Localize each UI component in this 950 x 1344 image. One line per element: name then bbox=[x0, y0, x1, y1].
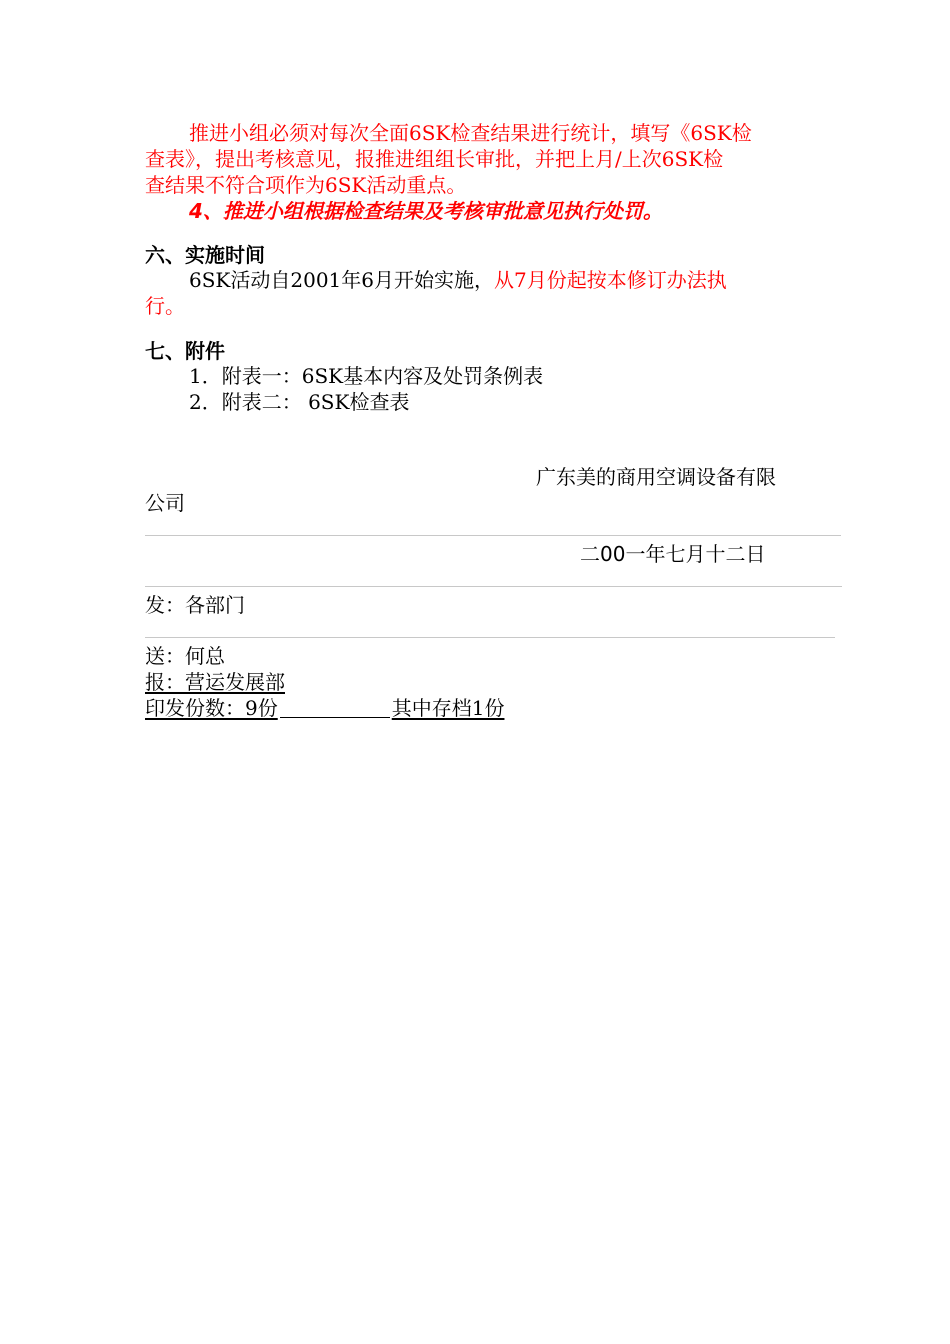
paragraph-line-3: 查结果不符合项作为6SK活动重点。 bbox=[145, 173, 467, 197]
section-6-line-2: 行。 bbox=[145, 294, 185, 318]
archive-count: 其中存档1份 bbox=[391, 696, 505, 720]
report-to: 报：营运发展部 bbox=[145, 670, 285, 694]
underline-gap bbox=[280, 717, 390, 718]
company-name-line-1: 广东美的商用空调设备有限 bbox=[536, 465, 776, 489]
divider-3 bbox=[145, 637, 835, 638]
attachment-1: 1．附表一：6SK基本内容及处罚条例表 bbox=[189, 364, 544, 388]
section-6-line-1 bbox=[189, 264, 727, 293]
divider-2 bbox=[145, 586, 842, 587]
paragraph-line-1: 推进小组必须对每次全面6SK检查结果进行统计，填写《6SK检 bbox=[189, 121, 752, 145]
section-7-heading: 七、附件 bbox=[145, 339, 225, 363]
send-to: 发：各部门 bbox=[145, 593, 245, 617]
divider-1 bbox=[145, 535, 841, 536]
item-4-penalty: 4、推进小组根据检查结果及考核审批意见执行处罚。 bbox=[189, 199, 663, 223]
attachment-2: 2．附表二： 6SK检查表 bbox=[189, 390, 410, 414]
section-6-line-1-black: 6SK活动自2001年6月开始实施， bbox=[189, 268, 494, 292]
print-info bbox=[145, 692, 504, 721]
section-6-line-1-red: 从7月份起按本修订办法执 bbox=[494, 268, 727, 292]
deliver-to: 送：何总 bbox=[145, 644, 225, 668]
issue-date: 二00一年七月十二日 bbox=[580, 542, 766, 566]
paragraph-line-2: 查表》，提出考核意见，报推进组组长审批，并把上月/上次6SK检 bbox=[145, 147, 724, 171]
section-6-heading: 六、实施时间 bbox=[145, 243, 265, 267]
print-count: 印发份数：9份 bbox=[145, 696, 278, 720]
company-name-line-2: 公司 bbox=[145, 491, 185, 515]
